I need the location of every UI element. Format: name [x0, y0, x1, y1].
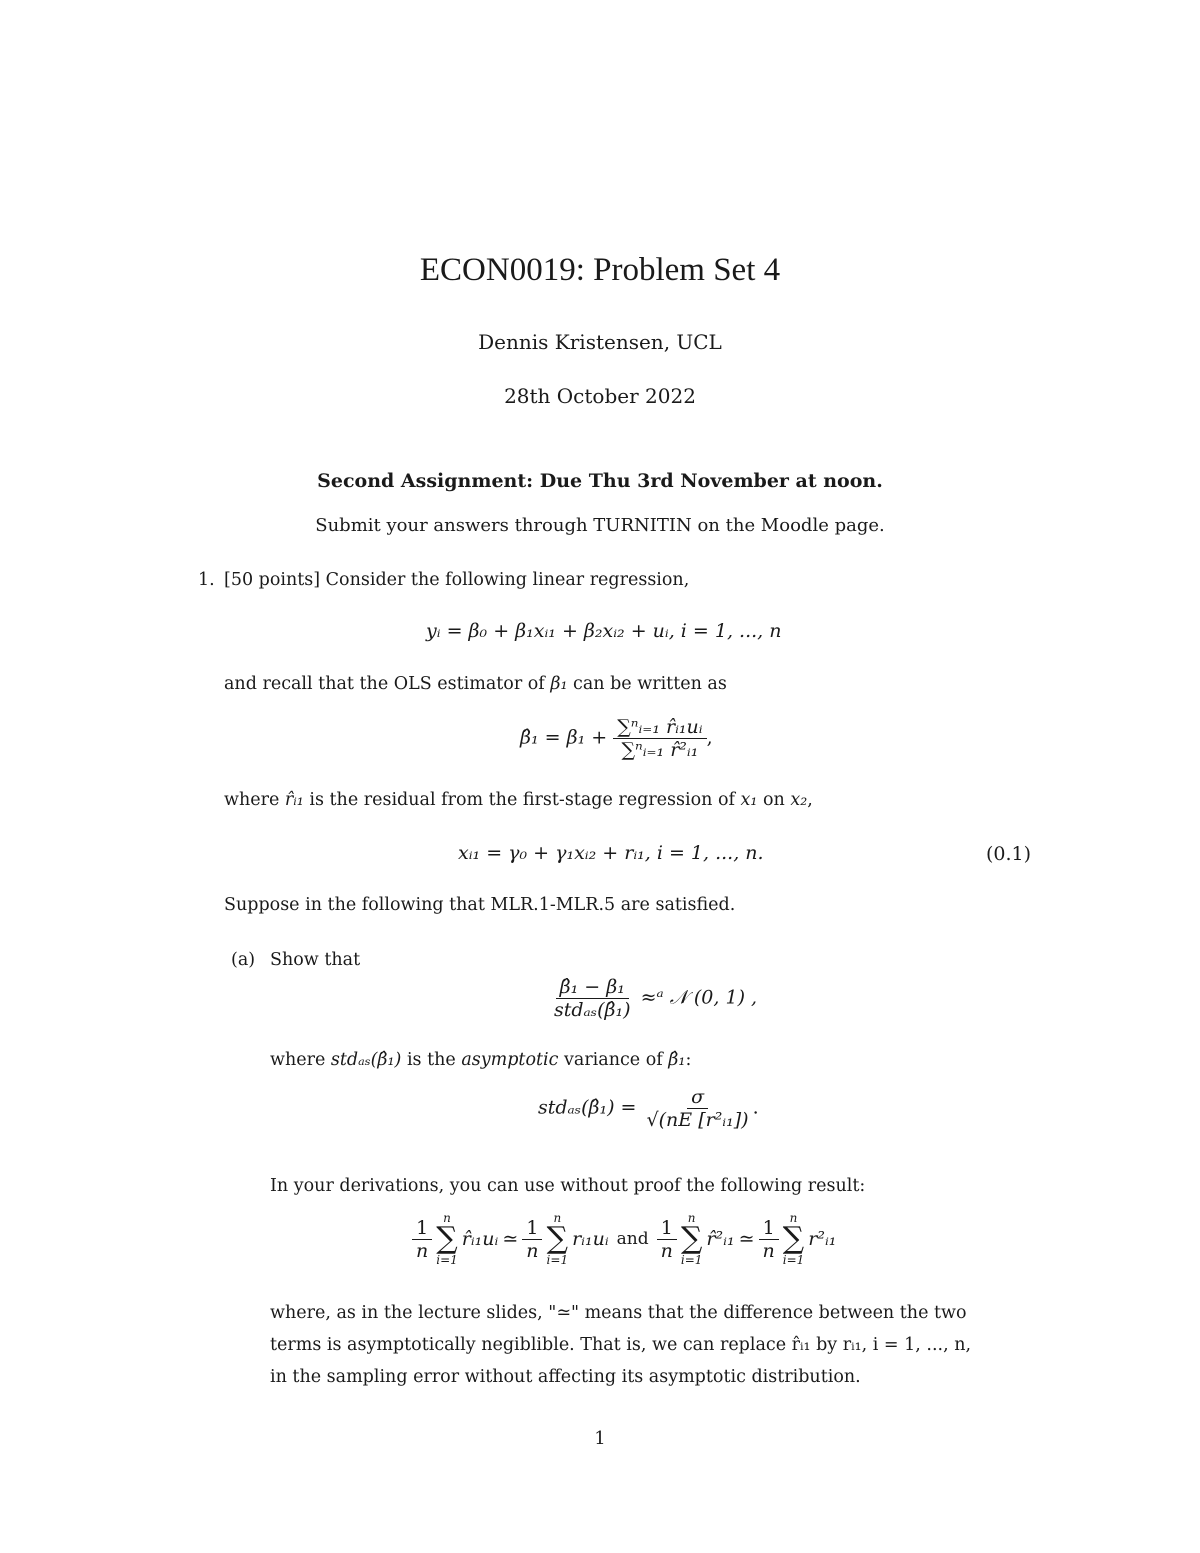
- asymptotic-normal-equation: [550, 976, 757, 1021]
- where-mid: is the residual from the first-stage regression of: [303, 790, 741, 810]
- one-over-n-3: $\frac{1}{n}$: [657, 1217, 677, 1262]
- ols-lhs: β̂₁ = β₁ +: [520, 726, 608, 749]
- std-lhs: stdₐₛ(β̂₁) =: [538, 1096, 637, 1119]
- sum-term-4: r²ᵢ₁: [808, 1228, 837, 1250]
- sum-sign-1: n ∑ i=1: [436, 1211, 458, 1267]
- assignment-heading: Second Assignment: Due Thu 3rd November at noon.: [317, 470, 883, 492]
- asymptotic-emphasis: asymptotic: [461, 1050, 559, 1070]
- author: Dennis Kristensen, UCL: [478, 330, 722, 354]
- explanation-line-1: where, as in the lecture slides, "≃" means that the difference between the two: [270, 1303, 967, 1323]
- std-fraction: [643, 1086, 753, 1131]
- where-on: on: [757, 790, 791, 810]
- page-number: 1: [594, 1428, 606, 1449]
- recall-prefix: and recall that the OLS estimator of: [224, 674, 551, 694]
- explanation-line-3: in the sampling error without affecting its asymptotic distribution.: [270, 1367, 861, 1387]
- sum-sign-3: n ∑ i=1: [680, 1211, 703, 1267]
- part-a-label: (a): [231, 950, 256, 970]
- ols-fraction: [613, 716, 706, 761]
- and-word: and: [616, 1229, 649, 1249]
- std-equation: [538, 1086, 759, 1131]
- sum-term-3: r̂²ᵢ₁: [706, 1228, 735, 1250]
- explanation-line-2: terms is asymptotically negiblible. That is, we can replace r̂ᵢ₁ by rᵢ₁, i = 1, ..., n,: [270, 1335, 972, 1355]
- where-std-suffix: variance of: [558, 1050, 669, 1070]
- recall-suffix: can be written as: [567, 674, 727, 694]
- question-intro: [50 points] Consider the following linear regression,: [224, 570, 690, 590]
- where-std-colon: :: [685, 1050, 692, 1070]
- sum-term-2: rᵢ₁uᵢ: [572, 1228, 609, 1250]
- ols-equation: β̂₁ = β₁ + $\frac{\text{∑ⁿᵢ₌₁ r̂ᵢ₁uᵢ}}{\text{∑ⁿᵢ₌₁ r̂²ᵢ₁}}$ ,: [520, 716, 713, 761]
- part-a-show-that: Show that: [270, 950, 361, 970]
- where-residual-text: where r̂ᵢ₁ is the residual from the first-stage regression of x₁ on x₂,: [224, 790, 813, 810]
- std-period: .: [752, 1096, 759, 1119]
- regression-equation: yᵢ = β₀ + β₁xᵢ₁ + β₂xᵢ₂ + uᵢ, i = 1, ..., n: [426, 620, 782, 642]
- where-std-mid: is the: [401, 1050, 462, 1070]
- sum-sign-4: n ∑ i=1: [782, 1211, 805, 1267]
- recall-beta: β₁: [550, 674, 568, 694]
- equation-label: (0.1): [986, 843, 1032, 865]
- where-x1: x₁: [740, 790, 758, 810]
- sum-sign-2: n ∑ i=1: [546, 1211, 569, 1267]
- where-std-prefix: where: [270, 1050, 331, 1070]
- t-stat-denominator: stdₐₛ(β̂₁): [554, 999, 631, 1021]
- where-x2: x₂: [790, 790, 808, 810]
- approximation-result: [412, 1212, 836, 1266]
- where-r-hat: r̂ᵢ₁: [284, 790, 304, 810]
- where-std-text: [270, 1050, 691, 1071]
- recall-text: [224, 674, 727, 695]
- document-title: ECON0019: Problem Set 4: [419, 252, 781, 288]
- ols-denominator: ∑ⁿᵢ₌₁ r̂²ᵢ₁: [621, 739, 699, 761]
- first-stage-equation: xᵢ₁ = γ₀ + γ₁xᵢ₂ + rᵢ₁, i = 1, ..., n.: [458, 842, 764, 864]
- submit-instructions: Submit your answers through TURNITIN on the Moodle page.: [315, 515, 885, 536]
- where-std-symbol: stdₐₛ(β̂₁): [330, 1050, 402, 1070]
- t-stat-fraction: [550, 976, 635, 1021]
- suppose-text: Suppose in the following that MLR.1-MLR.5 are satisfied.: [224, 895, 736, 915]
- where-prefix: where: [224, 790, 285, 810]
- t-stat-numerator: β̂₁ − β₁: [556, 976, 629, 999]
- ols-numerator: ∑ⁿᵢ₌₁ r̂ᵢ₁uᵢ: [613, 716, 706, 739]
- approx-sign-2: ≃: [738, 1228, 755, 1250]
- derivations-text: In your derivations, you can use without proof the following result:: [270, 1176, 866, 1196]
- sum-term-1: r̂ᵢ₁uᵢ: [461, 1228, 499, 1250]
- asymptotic-rhs: ≈ᵃ 𝒩 (0, 1) ,: [640, 986, 758, 1009]
- question-number: 1.: [198, 570, 215, 590]
- one-over-n-4: $\frac{1}{n}$: [758, 1217, 778, 1262]
- std-numerator: σ: [687, 1086, 708, 1109]
- one-over-n-1: $\frac{1}{n}$: [412, 1217, 432, 1262]
- one-over-n-2: $\frac{1}{n}$: [522, 1217, 542, 1262]
- approx-sign-1: ≃: [502, 1228, 519, 1250]
- where-std-beta: β̂₁: [668, 1050, 686, 1070]
- date: 28th October 2022: [504, 384, 696, 408]
- std-denominator: √(nE [r²ᵢ₁]): [646, 1109, 749, 1131]
